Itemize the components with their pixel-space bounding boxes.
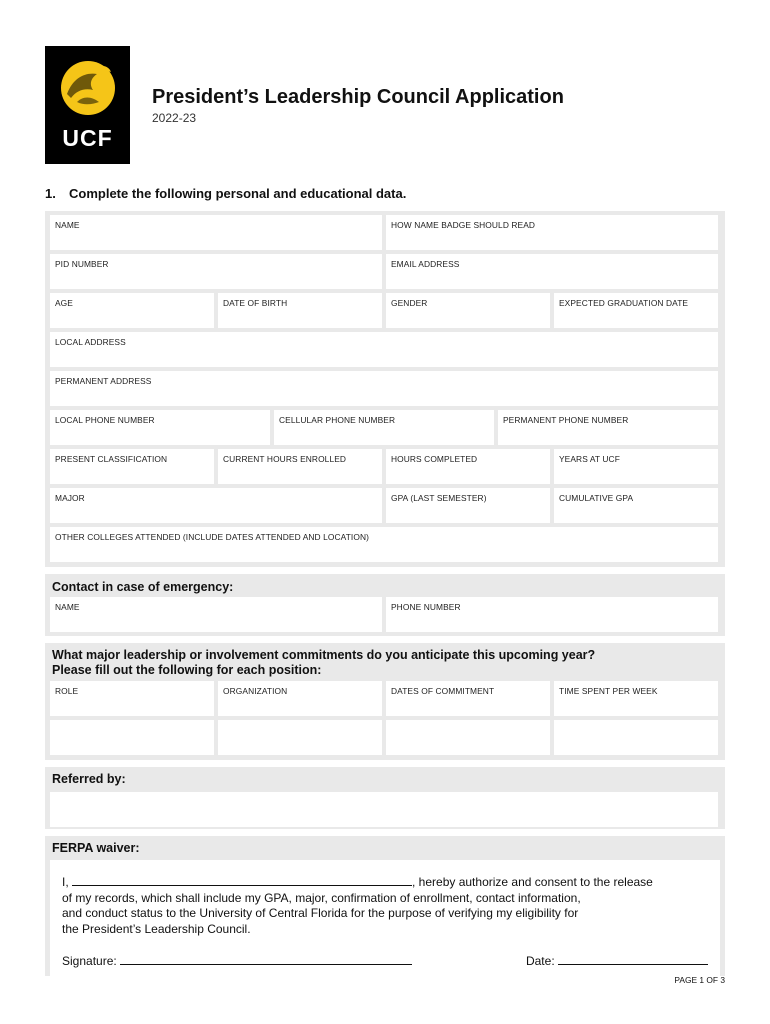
emergency-panel bbox=[45, 574, 725, 636]
ferpa-text bbox=[50, 860, 720, 979]
years-ucf-field[interactable]: YEARS AT UCF bbox=[554, 449, 718, 484]
referred-heading: Referred by: bbox=[52, 772, 126, 786]
name-field[interactable]: NAME bbox=[50, 215, 382, 250]
local-phone-field[interactable]: LOCAL PHONE NUMBER bbox=[50, 410, 270, 445]
time-per-week-field-2[interactable] bbox=[554, 720, 718, 755]
role-field[interactable]: ROLE bbox=[50, 681, 214, 716]
ferpa-i-label: I, bbox=[62, 875, 69, 889]
ferpa-line-4: the President’s Leadership Council. bbox=[62, 922, 251, 937]
other-colleges-field[interactable]: OTHER COLLEGES ATTENDED (INCLUDE DATES ATTENDED AND LOCATION) bbox=[50, 527, 718, 562]
major-field[interactable]: MAJOR bbox=[50, 488, 382, 523]
page-title: President’s Leadership Council Application bbox=[152, 86, 564, 108]
commitments-heading-2: Please fill out the following for each position: bbox=[52, 663, 322, 677]
role-field-2[interactable] bbox=[50, 720, 214, 755]
email-field[interactable]: EMAIL ADDRESS bbox=[386, 254, 718, 289]
time-per-week-field[interactable]: TIME SPENT PER WEEK bbox=[554, 681, 718, 716]
emergency-name-field[interactable]: NAME bbox=[50, 597, 382, 632]
section1-number: 1. bbox=[45, 186, 56, 201]
gender-field[interactable]: GENDER bbox=[386, 293, 550, 328]
signature-row bbox=[62, 954, 708, 970]
signature-blank[interactable] bbox=[120, 954, 412, 965]
badge-name-field[interactable]: HOW NAME BADGE SHOULD READ bbox=[386, 215, 718, 250]
ferpa-panel bbox=[45, 836, 725, 976]
ucf-logo bbox=[45, 46, 130, 164]
section1-heading bbox=[45, 186, 406, 201]
date-blank[interactable] bbox=[558, 954, 708, 965]
pid-field[interactable]: PID NUMBER bbox=[50, 254, 382, 289]
gpa-cumulative-field[interactable]: CUMULATIVE GPA bbox=[554, 488, 718, 523]
ferpa-line-1 bbox=[62, 875, 708, 891]
personal-data-panel bbox=[45, 211, 725, 567]
cell-phone-field[interactable]: CELLULAR PHONE NUMBER bbox=[274, 410, 494, 445]
permanent-address-field[interactable]: PERMANENT ADDRESS bbox=[50, 371, 718, 406]
referred-by-field[interactable] bbox=[50, 792, 718, 827]
commitments-panel bbox=[45, 643, 725, 760]
organization-field-2[interactable] bbox=[218, 720, 382, 755]
referred-panel bbox=[45, 767, 725, 829]
section1-heading-text: Complete the following personal and educational data. bbox=[69, 186, 407, 201]
local-address-field[interactable]: LOCAL ADDRESS bbox=[50, 332, 718, 367]
ferpa-line-3: and conduct status to the University of Central Florida for the purpose of verifying my eligibility for bbox=[62, 906, 579, 921]
dates-commitment-field[interactable]: DATES OF COMMITMENT bbox=[386, 681, 550, 716]
emergency-heading: Contact in case of emergency: bbox=[52, 580, 234, 594]
classification-field[interactable]: PRESENT CLASSIFICATION bbox=[50, 449, 214, 484]
gpa-last-field[interactable]: GPA (LAST SEMESTER) bbox=[386, 488, 550, 523]
permanent-phone-field[interactable]: PERMANENT PHONE NUMBER bbox=[498, 410, 718, 445]
emergency-phone-field[interactable]: PHONE NUMBER bbox=[386, 597, 718, 632]
dates-commitment-field-2[interactable] bbox=[386, 720, 550, 755]
grad-date-field[interactable]: EXPECTED GRADUATION DATE bbox=[554, 293, 718, 328]
page-number: PAGE 1 OF 3 bbox=[674, 975, 725, 985]
date-label: Date: bbox=[525, 953, 555, 968]
organization-field[interactable]: ORGANIZATION bbox=[218, 681, 382, 716]
age-field[interactable]: AGE bbox=[50, 293, 214, 328]
ferpa-name-blank[interactable] bbox=[72, 875, 412, 886]
pegasus-icon bbox=[55, 56, 120, 118]
current-hours-field[interactable]: CURRENT HOURS ENROLLED bbox=[218, 449, 382, 484]
commitments-heading-1: What major leadership or involvement commitments do you anticipate this upcoming year? bbox=[52, 648, 596, 662]
ferpa-heading: FERPA waiver: bbox=[52, 841, 140, 855]
logo-text: UCF bbox=[62, 125, 113, 151]
ferpa-line1-rest: , hereby authorize and consent to the release bbox=[412, 875, 653, 889]
page-subtitle: 2022-23 bbox=[152, 111, 197, 125]
signature-label: Signature: bbox=[62, 953, 117, 968]
dob-field[interactable]: DATE OF BIRTH bbox=[218, 293, 382, 328]
ferpa-line-2: of my records, which shall include my GPA, major, confirmation of enrollment, contact information, bbox=[62, 890, 581, 905]
hours-completed-field[interactable]: HOURS COMPLETED bbox=[386, 449, 550, 484]
